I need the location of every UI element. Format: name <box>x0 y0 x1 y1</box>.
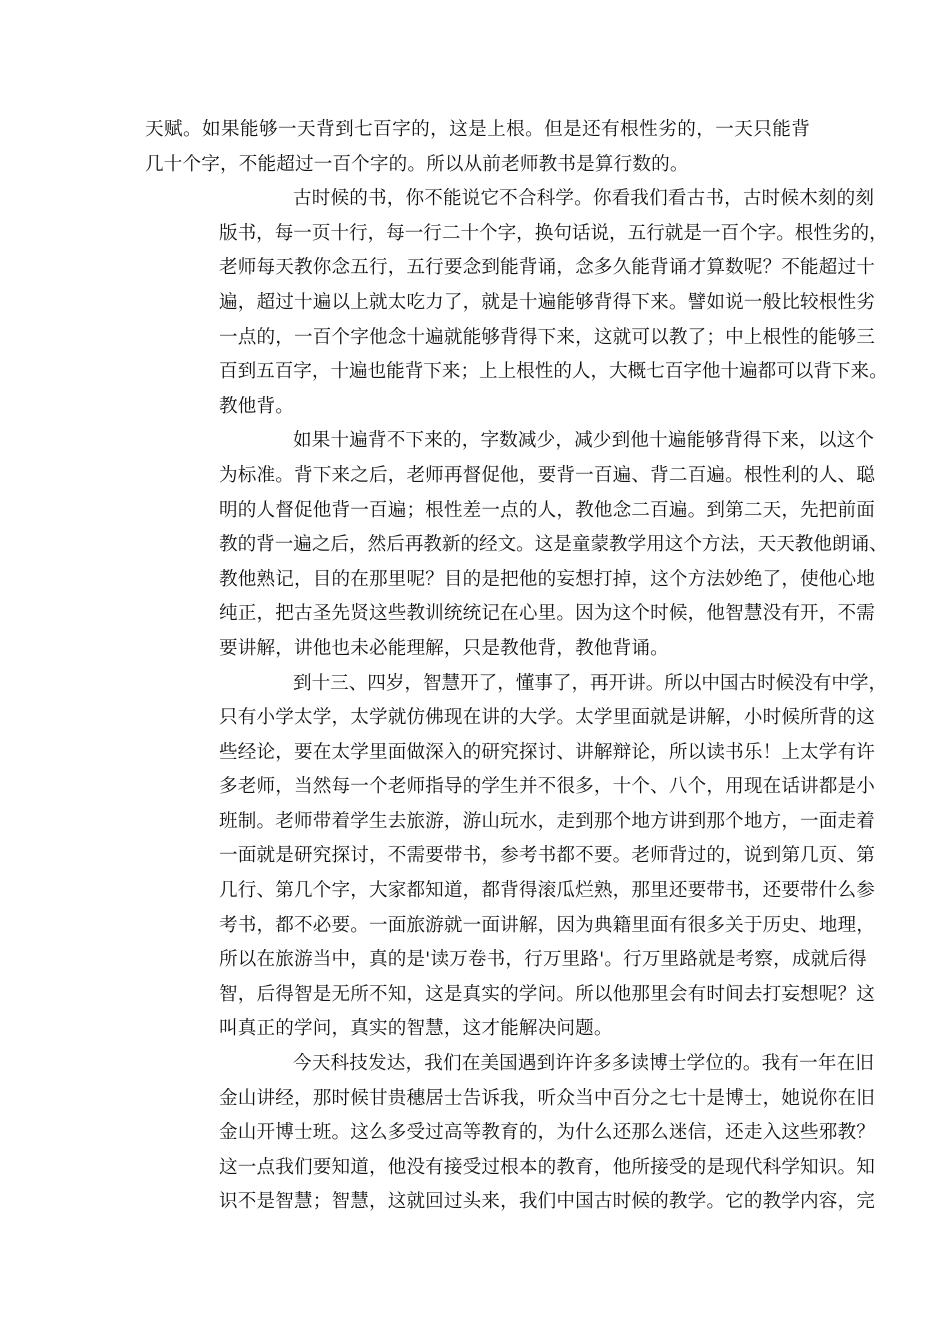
text-line: 教的背一遍之后，然后再教新的经文。这是童蒙教学用这个方法，天天教他朗诵、 <box>219 534 888 556</box>
text-line: 版书，每一页十行，每一行二十个字，换句话说，五行就是一百个字。根性劣的， <box>219 222 888 244</box>
text-line: 几十个字，不能超过一百个字的。所以从前老师教书是算行数的。 <box>145 153 689 175</box>
text-line: 些经论，要在太学里面做深入的研究探讨、讲解辩论，所以读书乐！上太学有许 <box>219 741 876 763</box>
text-line: 这一点我们要知道，他没有接受过根本的教育，他所接受的是现代科学知识。知 <box>219 1156 876 1178</box>
text-line: 明的人督促他背一百遍；根性差一点的人，教他念二百遍。到第二天，先把前面 <box>219 499 876 521</box>
text-line: 考书，都不必要。一面旅游就一面讲解，因为典籍里面有很多关于历史、地理， <box>219 914 876 936</box>
text-line: 今天科技发达，我们在美国遇到许许多多读博士学位的。我有一年在旧 <box>293 1053 875 1075</box>
paragraph <box>145 113 810 182</box>
text-line: 班制。老师带着学生去旅游，游山玩水，走到那个地方讲到那个地方，一面走着 <box>219 810 876 832</box>
text-line: 百到五百字，十遍也能背下来；上上根性的人，大概七百字他十遍都可以背下来。 <box>219 361 888 383</box>
text-line: 要讲解，讲他也未必能理解，只是教他背，教他背诵。 <box>219 637 669 659</box>
text-line: 如果十遍背不下来的，字数减少，减少到他十遍能够背得下来，以这个 <box>293 430 875 452</box>
text-line: 只有小学太学，太学就仿佛现在讲的大学。太学里面就是讲解，小时候所背的这 <box>219 707 876 729</box>
text-line: 遍，超过十遍以上就太吃力了，就是十遍能够背得下来。譬如说一般比较根性劣 <box>219 291 876 313</box>
text-line: 金山讲经，那时候甘贵穗居士告诉我，听众当中百分之七十是博士，她说你在旧 <box>219 1087 876 1109</box>
text-line: 古时候的书，你不能说它不合科学。你看我们看古书，古时候木刻的刻 <box>293 188 875 210</box>
document-body <box>145 113 888 1220</box>
paragraph <box>145 424 888 666</box>
text-line: 老师每天教你念五行，五行要念到能背诵，念多久能背诵才算数呢？不能超过十 <box>219 257 876 279</box>
paragraph <box>145 1047 876 1220</box>
text-line: 多老师，当然每一个老师指导的学生并不很多，十个、八个，用现在话讲都是小 <box>219 776 876 798</box>
text-line: 一面就是研究探讨，不需要带书，参考书都不要。老师背过的，说到第几页、第 <box>219 845 876 867</box>
text-line: 一点的，一百个字他念十遍就能够背得下来，这就可以教了；中上根性的能够三 <box>219 326 876 348</box>
text-line: 金山开博士班。这么多受过高等教育的，为什么还那么迷信，还走入这些邪教？ <box>219 1122 876 1144</box>
text-line: 所以在旅游当中，真的是'读万卷书，行万里路'。行万里路就是考察，成就后得 <box>219 949 867 971</box>
text-line: 纯正，把古圣先贤这些教训统统记在心里。因为这个时候，他智慧没有开，不需 <box>219 603 876 625</box>
text-line: 几行、第几个字，大家都知道，都背得滚瓜烂熟，那里还要带书，还要带什么参 <box>219 880 876 902</box>
text-line: 到十三、四岁，智慧开了，懂事了，再开讲。所以中国古时候没有中学， <box>293 672 888 694</box>
paragraph <box>145 667 888 1048</box>
text-line: 教他背。 <box>219 395 294 417</box>
text-line: 教他熟记，目的在那里呢？目的是把他的妄想打掉，这个方法妙绝了，使他心地 <box>219 568 876 590</box>
text-line: 智，后得智是无所不知，这是真实的学问。所以他那里会有时间去打妄想呢？这 <box>219 983 876 1005</box>
text-line: 叫真正的学问，真实的智慧，这才能解决问题。 <box>219 1018 613 1040</box>
text-line: 天赋。如果能够一天背到七百字的，这是上根。但是还有根性劣的，一天只能背 <box>145 119 810 140</box>
paragraph <box>145 182 888 424</box>
text-line: 为标准。背下来之后，老师再督促他，要背一百遍、背二百遍。根性利的人、聪 <box>219 464 876 486</box>
text-line: 识不是智慧；智慧，这就回过头来，我们中国古时候的教学。它的教学内容，完 <box>219 1191 876 1213</box>
